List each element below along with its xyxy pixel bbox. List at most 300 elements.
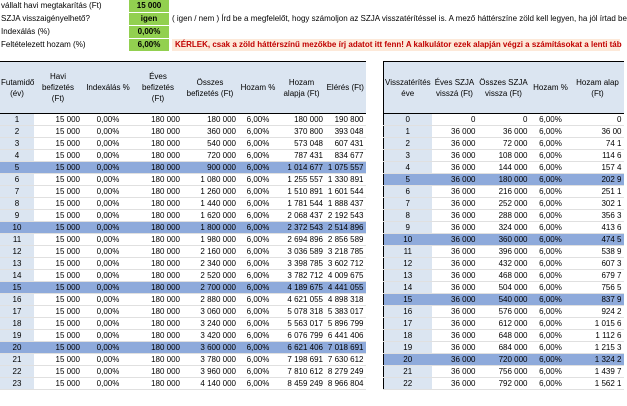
refund-cell: 396 000	[478, 246, 530, 258]
szja-note: ( igen / nem ) Írd be a megfelelőt, hogy számoljon az SZJA visszatérítéssel is. A mező háttérszíne zöld kell legyen, ha jól írtad be	[172, 14, 627, 23]
savings-table-header	[0, 62, 366, 114]
savings-cell: 180 000	[134, 186, 182, 198]
savings-header-cell: Havi befizetés (Ft)	[34, 62, 82, 114]
savings-cell: 180 000	[134, 222, 182, 234]
savings-cell: 7 630 612	[325, 354, 366, 366]
tax-refund-table-header	[384, 62, 624, 114]
savings-cell: 0,00%	[82, 174, 134, 186]
refund-row	[384, 138, 624, 150]
savings-cell: 6,00%	[238, 366, 278, 378]
savings-cell: 15 000	[34, 258, 82, 270]
refund-row	[384, 198, 624, 210]
refund-cell: 10	[384, 234, 432, 246]
refund-cell: 540 000	[478, 294, 530, 306]
savings-cell: 15 000	[34, 174, 82, 186]
savings-row	[0, 294, 366, 306]
savings-cell: 6,00%	[238, 222, 278, 234]
savings-cell: 6,00%	[238, 318, 278, 330]
savings-row	[0, 150, 366, 162]
savings-cell: 1 781 544	[278, 198, 325, 210]
savings-cell: 6,00%	[238, 246, 278, 258]
refund-cell: 0	[384, 114, 432, 126]
refund-row	[384, 126, 624, 138]
refund-row	[384, 162, 624, 174]
savings-cell: 0,00%	[82, 306, 134, 318]
refund-cell: 4	[384, 162, 432, 174]
refund-cell: 22	[384, 378, 432, 390]
refund-cell: 74 1	[572, 138, 624, 150]
savings-cell: 3 960 000	[182, 366, 238, 378]
savings-cell: 1 980 000	[182, 234, 238, 246]
refund-cell: 20	[384, 354, 432, 366]
refund-cell: 0	[572, 114, 624, 126]
refund-cell: 36 000	[432, 150, 478, 162]
savings-cell: 180 000	[134, 354, 182, 366]
savings-cell: 540 000	[182, 138, 238, 150]
refund-cell: 157 4	[572, 162, 624, 174]
refund-cell: 6,00%	[530, 198, 572, 210]
refund-row	[384, 210, 624, 222]
savings-cell: 180 000	[134, 330, 182, 342]
savings-cell: 180 000	[182, 114, 238, 126]
refund-cell: 36 000	[432, 198, 478, 210]
savings-cell: 15 000	[34, 354, 82, 366]
savings-cell: 15 000	[34, 138, 82, 150]
savings-cell: 15 000	[34, 270, 82, 282]
refund-row	[384, 258, 624, 270]
refund-row	[384, 222, 624, 234]
refund-row	[384, 186, 624, 198]
input-label-monthly: vállalt havi megtakarítás (Ft)	[1, 1, 102, 10]
savings-cell: 15 000	[34, 330, 82, 342]
savings-cell: 180 000	[134, 342, 182, 354]
refund-cell: 924 2	[572, 306, 624, 318]
savings-cell: 10	[0, 222, 34, 234]
savings-cell: 607 431	[325, 138, 366, 150]
savings-cell: 1 800 000	[182, 222, 238, 234]
savings-cell: 15 000	[34, 186, 82, 198]
refund-cell: 6,00%	[530, 342, 572, 354]
savings-header-cell: Éves befizetés (Ft)	[134, 62, 182, 114]
savings-cell: 15 000	[34, 222, 82, 234]
savings-cell: 6 441 406	[325, 330, 366, 342]
refund-cell: 756 000	[478, 366, 530, 378]
savings-cell: 180 000	[134, 270, 182, 282]
savings-row	[0, 306, 366, 318]
savings-cell: 6,00%	[238, 378, 278, 390]
savings-cell: 3 782 712	[278, 270, 325, 282]
refund-cell: 468 000	[478, 270, 530, 282]
refund-cell: 6,00%	[530, 354, 572, 366]
refund-cell: 538 9	[572, 246, 624, 258]
savings-cell: 6,00%	[238, 234, 278, 246]
refund-cell: 13	[384, 270, 432, 282]
refund-cell: 413 6	[572, 222, 624, 234]
tax-refund-table	[383, 61, 624, 390]
tax-refund-table-body	[384, 114, 624, 390]
savings-cell: 22	[0, 366, 34, 378]
savings-cell: 1 620 000	[182, 210, 238, 222]
savings-cell: 6,00%	[238, 126, 278, 138]
savings-cell: 3 600 000	[182, 342, 238, 354]
savings-cell: 0,00%	[82, 138, 134, 150]
savings-cell: 4 189 675	[278, 282, 325, 294]
savings-header-cell: Hozam alapja (Ft)	[278, 62, 325, 114]
savings-cell: 0,00%	[82, 294, 134, 306]
refund-row	[384, 150, 624, 162]
refund-cell: 36 000	[432, 282, 478, 294]
refund-cell: 36 000	[432, 270, 478, 282]
savings-row	[0, 198, 366, 210]
savings-cell: 0,00%	[82, 318, 134, 330]
refund-cell: 6,00%	[530, 174, 572, 186]
refund-row	[384, 114, 624, 126]
refund-cell: 17	[384, 318, 432, 330]
savings-cell: 8 966 804	[325, 378, 366, 390]
savings-cell: 0,00%	[82, 258, 134, 270]
savings-cell: 0,00%	[82, 282, 134, 294]
refund-cell: 6,00%	[530, 150, 572, 162]
savings-cell: 7 810 612	[278, 366, 325, 378]
refund-cell: 360 000	[478, 234, 530, 246]
savings-cell: 19	[0, 330, 34, 342]
refund-cell: 6	[384, 186, 432, 198]
savings-cell: 15 000	[34, 318, 82, 330]
savings-cell: 6,00%	[238, 306, 278, 318]
refund-cell: 6,00%	[530, 186, 572, 198]
refund-cell: 36 000	[432, 342, 478, 354]
refund-cell: 36 000	[432, 378, 478, 390]
refund-cell: 1 562 1	[572, 378, 624, 390]
savings-row	[0, 222, 366, 234]
savings-cell: 15 000	[34, 306, 82, 318]
savings-cell: 3 780 000	[182, 354, 238, 366]
refund-cell: 432 000	[478, 258, 530, 270]
savings-cell: 180 000	[134, 210, 182, 222]
savings-cell: 0,00%	[82, 150, 134, 162]
savings-cell: 8 279 249	[325, 366, 366, 378]
savings-cell: 1 330 891	[325, 174, 366, 186]
savings-cell: 6	[0, 174, 34, 186]
refund-cell: 6,00%	[530, 138, 572, 150]
savings-cell: 6,00%	[238, 258, 278, 270]
savings-cell: 5	[0, 162, 34, 174]
savings-cell: 4 441 055	[325, 282, 366, 294]
refund-cell: 8	[384, 210, 432, 222]
yield-input[interactable]: 6,00%	[129, 39, 169, 51]
refund-cell: 72 000	[478, 138, 530, 150]
savings-row	[0, 114, 366, 126]
savings-cell: 15 000	[34, 342, 82, 354]
savings-cell: 20	[0, 342, 34, 354]
savings-header-cell: Futamidő (év)	[0, 62, 34, 114]
savings-cell: 180 000	[134, 138, 182, 150]
savings-cell: 190 800	[325, 114, 366, 126]
refund-cell: 36 000	[478, 126, 530, 138]
savings-row	[0, 210, 366, 222]
savings-cell: 16	[0, 294, 34, 306]
savings-cell: 15 000	[34, 234, 82, 246]
savings-header-cell: Összes befizetés (Ft)	[182, 62, 238, 114]
monthly-savings-input[interactable]: 15 000	[129, 0, 169, 12]
savings-row	[0, 246, 366, 258]
refund-cell: 216 000	[478, 186, 530, 198]
savings-cell: 0,00%	[82, 366, 134, 378]
refund-cell: 6,00%	[530, 114, 572, 126]
savings-cell: 18	[0, 318, 34, 330]
savings-row	[0, 330, 366, 342]
refund-cell: 6,00%	[530, 210, 572, 222]
refund-cell: 6,00%	[530, 258, 572, 270]
savings-cell: 15 000	[34, 114, 82, 126]
savings-cell: 900 000	[182, 162, 238, 174]
savings-cell: 6,00%	[238, 138, 278, 150]
refund-cell: 36 000	[432, 162, 478, 174]
refund-cell: 18	[384, 330, 432, 342]
savings-cell: 6,00%	[238, 162, 278, 174]
savings-cell: 2 372 543	[278, 222, 325, 234]
savings-cell: 1 601 544	[325, 186, 366, 198]
refund-cell: 114 6	[572, 150, 624, 162]
savings-cell: 180 000	[134, 258, 182, 270]
savings-cell: 0,00%	[82, 354, 134, 366]
refund-header-cell: Visszatérítés éve	[384, 62, 432, 114]
savings-cell: 0,00%	[82, 162, 134, 174]
refund-cell: 6,00%	[530, 222, 572, 234]
savings-cell: 0,00%	[82, 342, 134, 354]
savings-cell: 15 000	[34, 246, 82, 258]
savings-row	[0, 162, 366, 174]
savings-cell: 15 000	[34, 294, 82, 306]
refund-cell: 36 000	[432, 138, 478, 150]
savings-cell: 0,00%	[82, 114, 134, 126]
refund-row	[384, 342, 624, 354]
savings-cell: 2	[0, 126, 34, 138]
savings-header-cell: Hozam %	[238, 62, 278, 114]
savings-row	[0, 186, 366, 198]
refund-cell: 36 00	[572, 126, 624, 138]
refund-cell: 6,00%	[530, 282, 572, 294]
refund-row	[384, 378, 624, 390]
savings-cell: 5 896 799	[325, 318, 366, 330]
savings-cell: 6,00%	[238, 174, 278, 186]
savings-cell: 1	[0, 114, 34, 126]
savings-cell: 3 398 785	[278, 258, 325, 270]
savings-cell: 8 459 249	[278, 378, 325, 390]
savings-cell: 6,00%	[238, 342, 278, 354]
savings-cell: 7 198 691	[278, 354, 325, 366]
savings-row	[0, 366, 366, 378]
savings-cell: 2 340 000	[182, 258, 238, 270]
refund-row	[384, 354, 624, 366]
refund-cell: 36 000	[432, 222, 478, 234]
savings-cell: 180 000	[134, 366, 182, 378]
refund-row	[384, 234, 624, 246]
refund-cell: 36 000	[432, 210, 478, 222]
savings-cell: 2 856 589	[325, 234, 366, 246]
savings-cell: 180 000	[134, 294, 182, 306]
savings-cell: 3 036 589	[278, 246, 325, 258]
savings-cell: 6 621 406	[278, 342, 325, 354]
refund-cell: 36 000	[432, 306, 478, 318]
savings-cell: 8	[0, 198, 34, 210]
refund-cell: 6,00%	[530, 294, 572, 306]
savings-table	[0, 61, 367, 390]
savings-cell: 6,00%	[238, 150, 278, 162]
savings-cell: 23	[0, 378, 34, 390]
refund-row	[384, 282, 624, 294]
refund-cell: 36 000	[432, 294, 478, 306]
refund-cell: 679 7	[572, 270, 624, 282]
refund-cell: 324 000	[478, 222, 530, 234]
savings-cell: 1 080 000	[182, 174, 238, 186]
refund-cell: 36 000	[432, 126, 478, 138]
refund-cell: 36 000	[432, 330, 478, 342]
refund-cell: 2	[384, 138, 432, 150]
refund-cell: 36 000	[432, 354, 478, 366]
savings-cell: 6,00%	[238, 330, 278, 342]
refund-cell: 252 000	[478, 198, 530, 210]
savings-cell: 180 000	[134, 174, 182, 186]
refund-cell: 19	[384, 342, 432, 354]
savings-cell: 15 000	[34, 126, 82, 138]
savings-cell: 15 000	[34, 378, 82, 390]
refund-cell: 12	[384, 258, 432, 270]
savings-cell: 0,00%	[82, 270, 134, 282]
savings-cell: 1 075 557	[325, 162, 366, 174]
savings-cell: 1 255 557	[278, 174, 325, 186]
refund-cell: 15	[384, 294, 432, 306]
refund-cell: 6,00%	[530, 306, 572, 318]
savings-row	[0, 234, 366, 246]
savings-cell: 360 000	[182, 126, 238, 138]
refund-cell: 6,00%	[530, 246, 572, 258]
savings-cell: 6,00%	[238, 210, 278, 222]
savings-row	[0, 354, 366, 366]
refund-row	[384, 306, 624, 318]
savings-row	[0, 258, 366, 270]
refund-row	[384, 246, 624, 258]
savings-cell: 7 018 691	[325, 342, 366, 354]
savings-cell: 0,00%	[82, 378, 134, 390]
savings-cell: 13	[0, 258, 34, 270]
input-label-yield: Feltételezett hozam (%)	[1, 40, 86, 49]
savings-cell: 1 440 000	[182, 198, 238, 210]
savings-cell: 180 000	[134, 150, 182, 162]
savings-cell: 4 621 055	[278, 294, 325, 306]
savings-cell: 0,00%	[82, 186, 134, 198]
savings-cell: 720 000	[182, 150, 238, 162]
refund-cell: 837 9	[572, 294, 624, 306]
refund-row	[384, 294, 624, 306]
refund-row	[384, 318, 624, 330]
savings-cell: 14	[0, 270, 34, 282]
refund-cell: 11	[384, 246, 432, 258]
refund-cell: 16	[384, 306, 432, 318]
savings-cell: 0,00%	[82, 210, 134, 222]
savings-header-cell: Elérés (Ft)	[325, 62, 366, 114]
savings-cell: 4 009 675	[325, 270, 366, 282]
indexation-input[interactable]: 0,00%	[129, 26, 169, 38]
savings-cell: 180 000	[134, 162, 182, 174]
szja-input[interactable]: igen	[129, 13, 169, 25]
savings-cell: 180 000	[134, 114, 182, 126]
savings-cell: 15 000	[34, 198, 82, 210]
savings-row	[0, 174, 366, 186]
refund-cell: 356 3	[572, 210, 624, 222]
refund-header-cell: Éves SZJA visszá (Ft)	[432, 62, 478, 114]
savings-cell: 4 140 000	[182, 378, 238, 390]
refund-cell: 36 000	[432, 174, 478, 186]
savings-cell: 12	[0, 246, 34, 258]
savings-cell: 1 260 000	[182, 186, 238, 198]
refund-header-cell: Hozam alap (Ft)	[572, 62, 624, 114]
savings-row	[0, 138, 366, 150]
refund-cell: 6,00%	[530, 126, 572, 138]
refund-cell: 474 5	[572, 234, 624, 246]
savings-cell: 15 000	[34, 162, 82, 174]
refund-cell: 6,00%	[530, 378, 572, 390]
refund-cell: 684 000	[478, 342, 530, 354]
savings-cell: 3 240 000	[182, 318, 238, 330]
savings-cell: 2 520 000	[182, 270, 238, 282]
input-label-index: Indexálás (%)	[1, 27, 50, 36]
savings-cell: 21	[0, 354, 34, 366]
savings-cell: 0,00%	[82, 234, 134, 246]
refund-cell: 1	[384, 126, 432, 138]
savings-cell: 1 510 891	[278, 186, 325, 198]
savings-cell: 3 060 000	[182, 306, 238, 318]
savings-row	[0, 318, 366, 330]
savings-row	[0, 270, 366, 282]
savings-cell: 4 898 318	[325, 294, 366, 306]
savings-row	[0, 378, 366, 390]
refund-cell: 1 439 7	[572, 366, 624, 378]
refund-cell: 251 1	[572, 186, 624, 198]
savings-table-body	[0, 114, 366, 390]
savings-cell: 6,00%	[238, 114, 278, 126]
savings-cell: 9	[0, 210, 34, 222]
savings-cell: 2 160 000	[182, 246, 238, 258]
savings-cell: 5 383 017	[325, 306, 366, 318]
refund-cell: 36 000	[432, 186, 478, 198]
refund-cell: 5	[384, 174, 432, 186]
savings-cell: 2 880 000	[182, 294, 238, 306]
savings-cell: 5 563 017	[278, 318, 325, 330]
refund-cell: 108 000	[478, 150, 530, 162]
savings-cell: 787 431	[278, 150, 325, 162]
savings-cell: 180 000	[134, 318, 182, 330]
savings-cell: 0,00%	[82, 330, 134, 342]
savings-cell: 180 000	[278, 114, 325, 126]
refund-cell: 648 000	[478, 330, 530, 342]
savings-cell: 0,00%	[82, 246, 134, 258]
refund-cell: 202 9	[572, 174, 624, 186]
refund-cell: 6,00%	[530, 234, 572, 246]
refund-cell: 144 000	[478, 162, 530, 174]
savings-cell: 11	[0, 234, 34, 246]
savings-cell: 180 000	[134, 378, 182, 390]
savings-cell: 2 700 000	[182, 282, 238, 294]
savings-cell: 573 048	[278, 138, 325, 150]
warning-banner: KÉRLEK, csak a zöld háttérszínű mezőkbe írj adatot itt fenn! A kalkulátor ezek alapján végzi a számításokat a lenti táb	[172, 39, 620, 51]
savings-cell: 2 192 543	[325, 210, 366, 222]
savings-cell: 180 000	[134, 282, 182, 294]
savings-cell: 6,00%	[238, 354, 278, 366]
savings-row	[0, 126, 366, 138]
savings-cell: 17	[0, 306, 34, 318]
refund-cell: 36 000	[432, 318, 478, 330]
